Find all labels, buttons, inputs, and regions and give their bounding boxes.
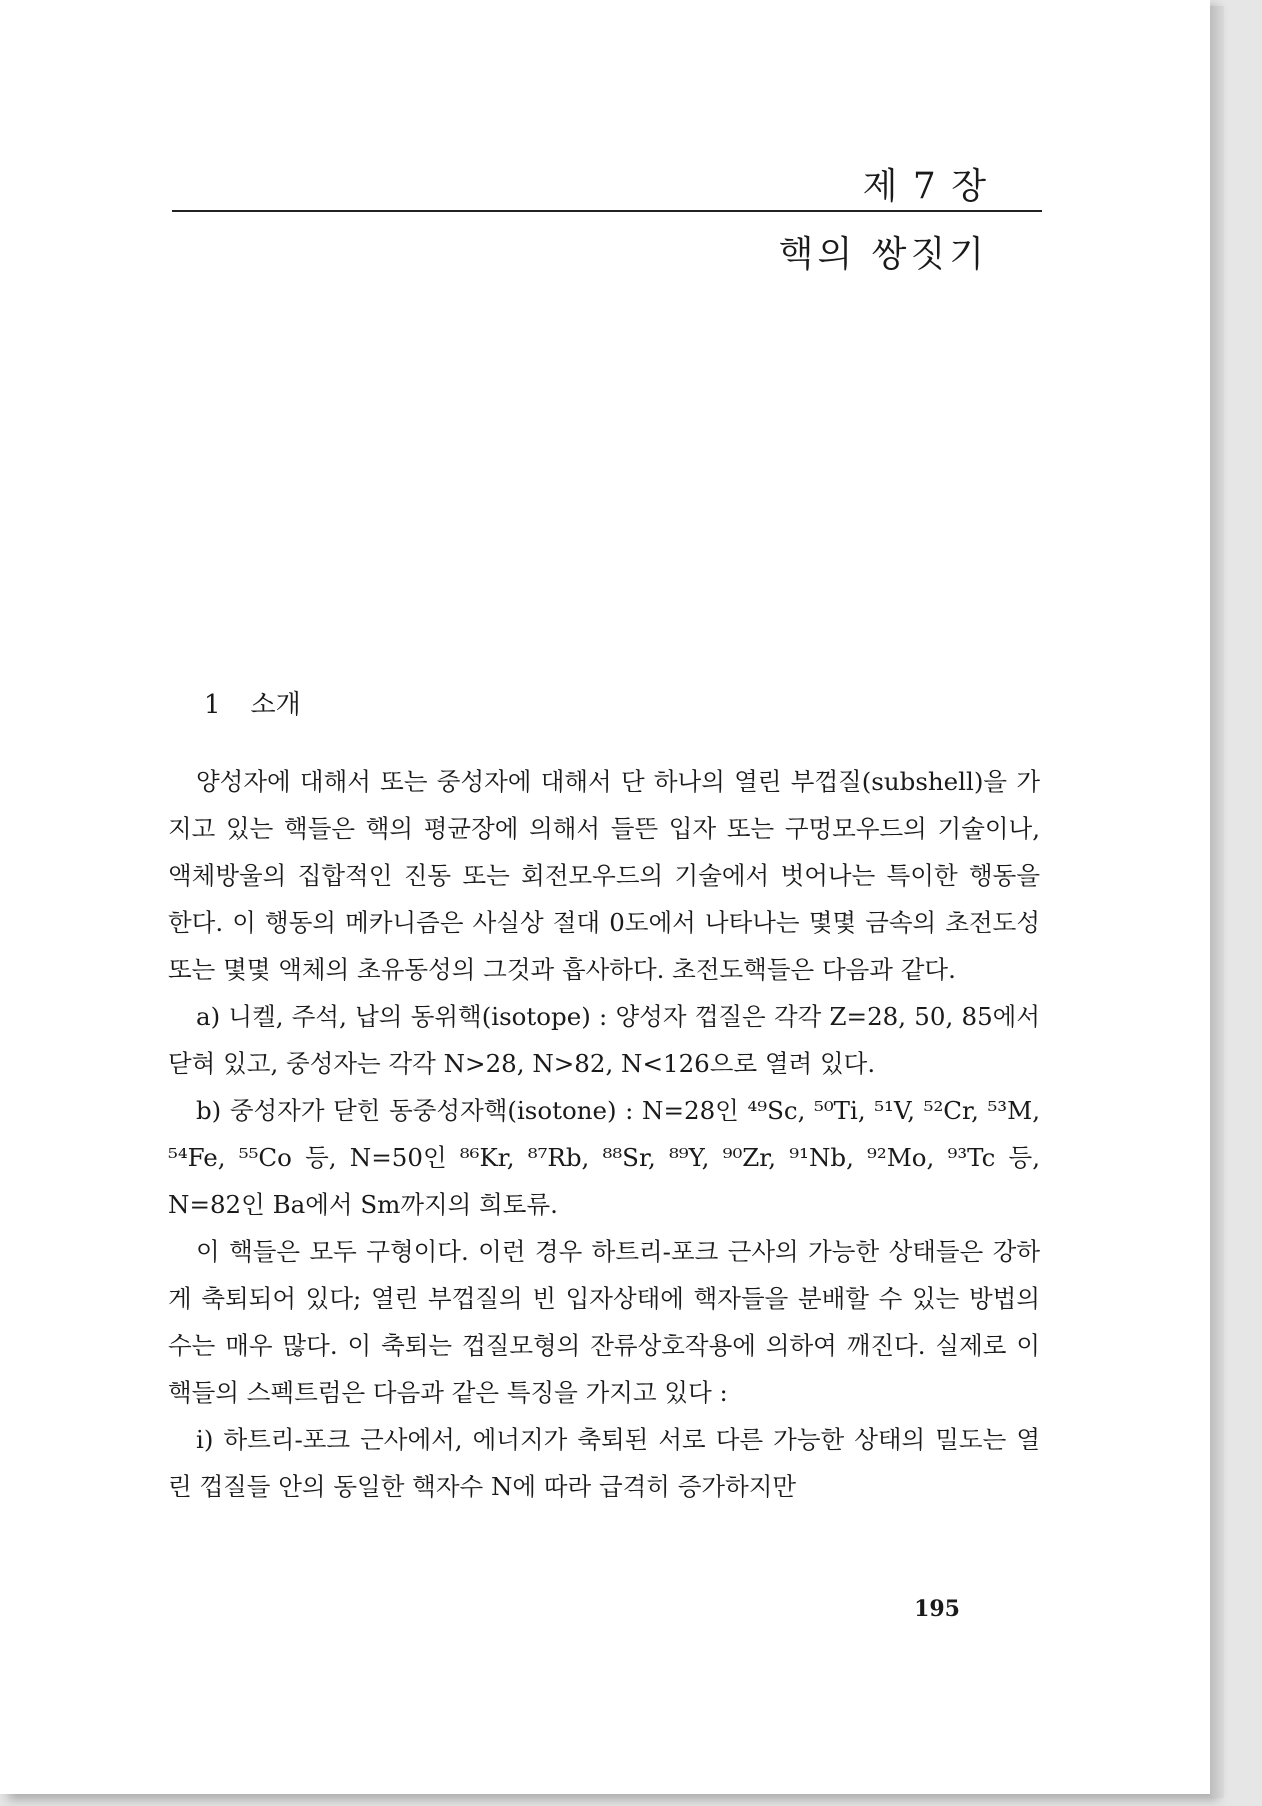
- section-title: 소개: [250, 690, 301, 720]
- section-number: 1: [204, 690, 221, 720]
- paragraph-intro: 양성자에 대해서 또는 중성자에 대해서 단 하나의 열린 부껍질(subshell)을 가지고 있는 핵들은 핵의 평균장에 의해서 들뜬 입자 또는 구멍모우드의 기술이나, 액체방울의 집합적인 진동 또는 회전모우드의 기술에서 벗어나는 특이한 행동을 한다. 이 행동의 메카니즘은 사실상 절대 0도에서 나타나는 몇몇 금속의 초전도성 또는 몇몇 액체의 초유동성의 그것과 흡사하다. 초전도핵들은 다음과 같다.: [168, 767, 1040, 984]
- chapter-divider: [172, 210, 1042, 212]
- section-heading: [204, 684, 301, 721]
- paragraph-item-b: b) 중성자가 닫힌 동중성자핵(isotone) : N=28인 ⁴⁹Sc, ⁵⁰Ti, ⁵¹V, ⁵²Cr, ⁵³M, ⁵⁴Fe, ⁵⁵Co 등, N=50인 ⁸⁶Kr, ⁸⁷Rb, ⁸⁸Sr, ⁸⁹Y, ⁹⁰Zr, ⁹¹Nb, ⁹²Mo, ⁹³Tc 등, N=82인 Ba에서 Sm까지의 희토류.: [168, 1096, 1040, 1219]
- page-number: 195: [914, 1596, 960, 1622]
- chapter-title: 핵의 쌍짓기: [778, 234, 988, 275]
- page-edge-shadow: [1210, 6, 1224, 1798]
- paragraph-spherical: 이 핵들은 모두 구형이다. 이런 경우 하트리-포크 근사의 가능한 상태들은 강하게 축퇴되어 있다; 열린 부껍질의 빈 입자상태에 핵자들을 분배할 수 있는 방법의 수는 매우 많다. 이 축퇴는 껍질모형의 잔류상호작용에 의하여 깨진다. 실제로 이 핵들의 스펙트럼은 다음과 같은 특징을 가지고 있다 :: [168, 1237, 1040, 1407]
- paragraph-item-a: a) 니켈, 주석, 납의 동위핵(isotope) : 양성자 껍질은 각각 Z=28, 50, 85에서 닫혀 있고, 중성자는 각각 N>28, N>82, N<126으로 열려 있다.: [168, 1002, 1040, 1078]
- chapter-label: 제 7 장: [862, 166, 988, 207]
- body-text: [168, 758, 1040, 1510]
- paragraph-item-i: i) 하트리-포크 근사에서, 에너지가 축퇴된 서로 다른 가능한 상태의 밀도는 열린 껍질들 안의 동일한 핵자수 N에 따라 급격히 증가하지만: [168, 1425, 1040, 1501]
